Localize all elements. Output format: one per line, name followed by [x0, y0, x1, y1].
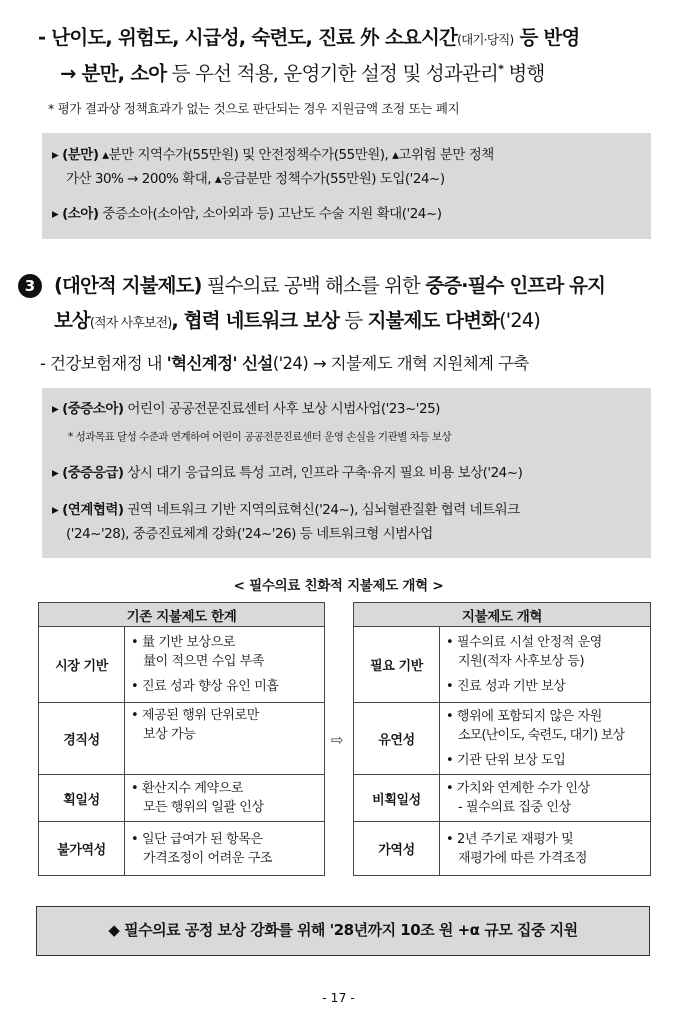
- heading-bold: 지불제도 다변화: [367, 309, 500, 332]
- box-item-severe-pediatrics: [52, 400, 440, 419]
- bullet-line: • 일단 급여가 된 항목은: [131, 831, 263, 847]
- intro-text: - 난이도, 위험도, 시급성, 숙련도, 진료 外 소요시간: [38, 26, 458, 49]
- row-label: 경직성: [39, 703, 125, 775]
- item-text: ▴분만 지역수가(55만원) 및 안전정책수가(55만원), ▴고위험 분만 정책: [98, 147, 494, 163]
- section-number-circle: 3: [18, 274, 42, 298]
- row-label: 유연성: [354, 703, 440, 775]
- bullet-line: • 2년 주기로 재평가 및: [446, 831, 574, 847]
- bullet-icon: ▸: [52, 147, 63, 163]
- bullet-line: 量이 적으면 수입 부족: [143, 654, 265, 669]
- bullet-line: 소모(난이도, 숙련도, 대기) 보상: [458, 728, 625, 743]
- row-content: [125, 822, 325, 876]
- heading-bold: 보상: [54, 309, 90, 332]
- bullet-line: • 기관 단위 보상 도입: [446, 753, 566, 768]
- box-item-obstetrics-cont: 가산 30% → 200% 확대, ▴응급분만 정책수가(55만원) 도입('24~): [66, 171, 445, 187]
- intro-small-text: (대기·당직): [457, 32, 514, 47]
- box-item-collaboration-cont: ('24~'28), 중증진료체계 강화('24~'26) 등 네트워크형 시범사업: [66, 526, 433, 542]
- intro-note: * 평가 결과상 정책효과가 없는 것으로 판단되는 경우 지원금액 조정 또는 폐지: [48, 101, 460, 116]
- heading-small: (적자 사후보전): [89, 316, 172, 331]
- item-tag: (소아): [62, 206, 99, 222]
- item-tag: (연계협력): [62, 502, 124, 518]
- table-title: < 필수의료 친화적 지불제도 개혁 >: [233, 578, 444, 594]
- row-label: 필요 기반: [354, 627, 440, 703]
- heading-bold: (대안적 지불제도): [54, 274, 202, 297]
- bullet-icon: ▸: [52, 465, 63, 481]
- policy-box-obstetrics-pediatrics: [42, 133, 651, 239]
- bullet-line: 재평가에 따른 가격조정: [458, 850, 588, 866]
- row-label: 획일성: [39, 775, 125, 822]
- bullet-icon: ▸: [52, 502, 63, 518]
- intro-line-1: [38, 22, 580, 50]
- row-label: 비획일성: [354, 775, 440, 822]
- item-tag: (중증소아): [62, 401, 124, 417]
- intro-text: 등 우선 적용, 운영기한 설정 및 성과관리: [166, 62, 499, 85]
- table-header: 기존 지불제도 한계: [39, 603, 325, 627]
- bullet-line: • 量 기반 보상으로: [131, 635, 236, 650]
- box-item-pediatrics: [52, 205, 441, 224]
- heading-text: ('24): [499, 309, 540, 332]
- row-label: 시장 기반: [39, 627, 125, 703]
- bullet-icon: ▸: [52, 206, 63, 222]
- intro-text: → 분만, 소아: [60, 62, 167, 85]
- heading-bold: , 협력 네트워크 보상: [171, 309, 340, 332]
- item-text: 어린이 공공전문진료센터 사후 보상 시범사업('23~'25): [123, 401, 440, 417]
- item-text: 중증소아(소아암, 소아외과 등) 고난도 수술 지원 확대('24~): [98, 206, 442, 222]
- sub-text: ('24) → 지불제도 개혁 지원체계 구축: [272, 354, 529, 373]
- item-tag: (분만): [62, 147, 99, 163]
- heading-text: 필수의료 공백 해소를 위한: [201, 274, 426, 297]
- bullet-line: 가격조정이 어려운 구조: [143, 850, 273, 866]
- bullet-line: • 진료 성과 기반 보상: [446, 679, 566, 694]
- bullet-line: • 행위에 포함되지 않은 자원: [446, 709, 602, 724]
- table-header: 지불제도 개혁: [354, 603, 651, 627]
- row-content: [440, 627, 651, 703]
- item-tag: (중증응급): [62, 465, 124, 481]
- intro-line-2: [60, 58, 545, 86]
- footnote-marker: *: [498, 62, 504, 76]
- bullet-line: 지원(적자 사후보상 등): [458, 654, 585, 669]
- section-subpoint: [40, 350, 529, 374]
- section-heading-line-2: [54, 305, 540, 333]
- row-content: [125, 775, 325, 822]
- bullet-line: • 필수의료 시설 안정적 운영: [446, 635, 602, 650]
- row-content: [440, 703, 651, 775]
- box-item-severe-emergency: [52, 464, 522, 483]
- intro-text: 등 반영: [513, 26, 580, 49]
- bullet-line: • 진료 성과 향상 유인 미흡: [131, 679, 279, 694]
- summary-box: ◆ 필수의료 공정 보상 강화를 위해 '28년까지 10조 원 +α 규모 집중 지원: [36, 906, 650, 956]
- policy-box-payment-pilots: [42, 388, 651, 558]
- bullet-icon: ▸: [52, 401, 63, 417]
- sub-text: - 건강보험재정 내: [40, 354, 167, 373]
- payment-reform-table: [353, 602, 651, 876]
- bullet-line: 보상 가능: [143, 727, 196, 742]
- row-content: [440, 822, 651, 876]
- section-heading-line-1: [54, 270, 605, 298]
- bullet-line: • 제공된 행위 단위로만: [131, 708, 259, 723]
- row-content: [125, 627, 325, 703]
- box-item-obstetrics: [52, 146, 494, 165]
- bullet-line: - 필수의료 집중 인상: [458, 800, 571, 815]
- bullet-line: • 환산지수 계약으로: [131, 781, 243, 796]
- existing-payment-limits-table: [38, 602, 325, 876]
- box-item-collaboration: [52, 501, 520, 520]
- heading-bold: 중증·필수 인프라 유지: [425, 274, 606, 297]
- item-text: 권역 네트워크 기반 지역의료혁신('24~), 심뇌혈관질환 협력 네트워크: [123, 502, 520, 518]
- row-label: 가역성: [354, 822, 440, 876]
- row-label: 불가역성: [39, 822, 125, 876]
- bullet-line: • 가치와 연계한 수가 인상: [446, 781, 590, 796]
- item-text: 상시 대기 응급의료 특성 고려, 인프라 구축·유지 필요 비용 보상('24~): [123, 465, 523, 481]
- page-number: - 17 -: [322, 990, 355, 1005]
- right-arrow-icon: ⇨: [331, 731, 344, 749]
- bullet-line: 모든 행위의 일괄 인상: [143, 800, 264, 815]
- heading-text: 등: [339, 309, 368, 332]
- box-item-note: * 성과목표 달성 수준과 연계하여 어린이 공공전문진료센터 운영 손실을 기관별 차등 보상: [68, 431, 452, 443]
- row-content: [125, 703, 325, 775]
- intro-text: 병행: [503, 62, 545, 85]
- sub-bold: '혁신계정' 신설: [166, 354, 273, 373]
- row-content: [440, 775, 651, 822]
